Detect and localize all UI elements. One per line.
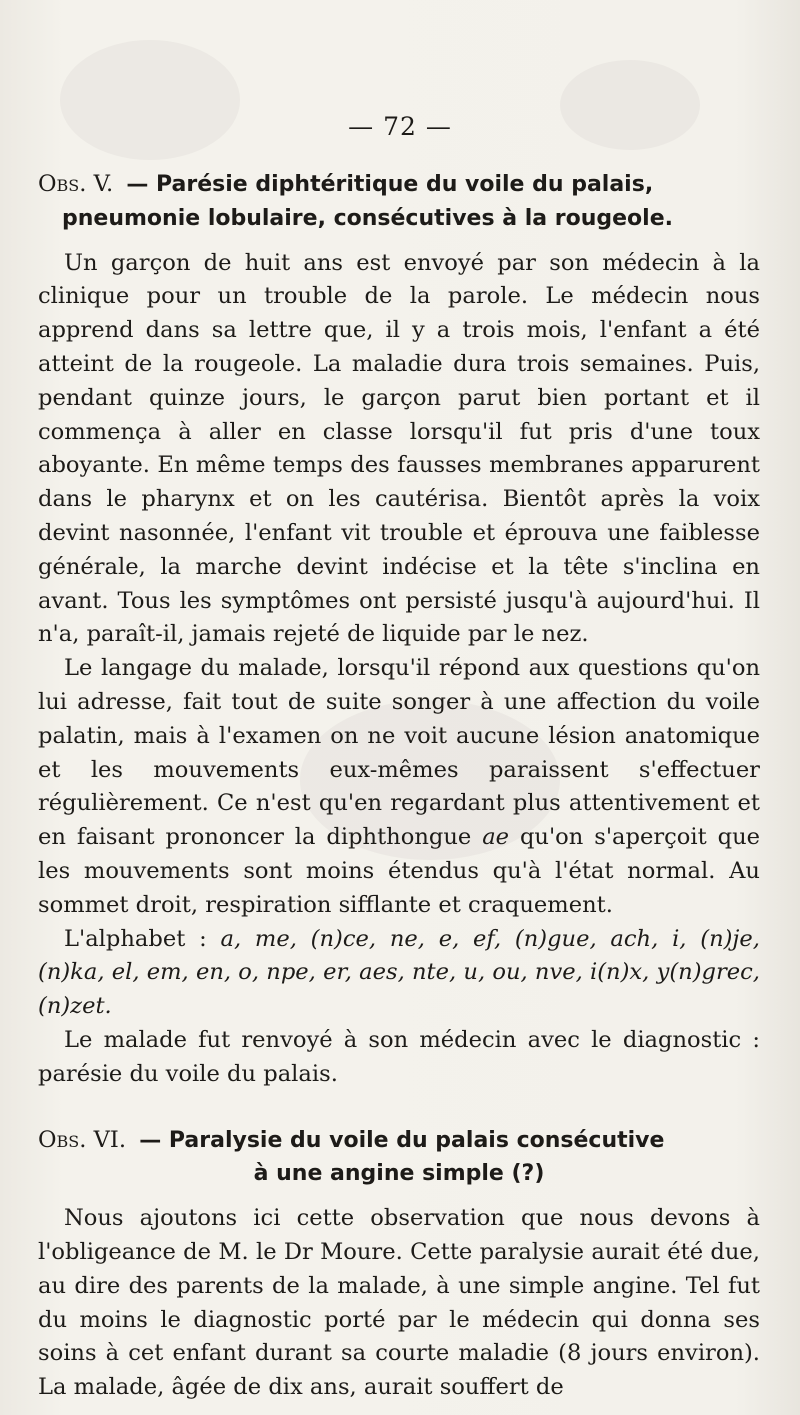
paragraph-history: Un garçon de huit ans est envoyé par son médecin à la clinique pour un trouble de la parole. Le médecin nous apprend dans sa lettre que, il y a trois mois, l'enfant a été atteint de la rougeole. La maladie dura trois semaines. Puis, pendant quinze jours, le garçon parut bien portant et il commença à aller en classe lorsqu'il fut pris d'une toux aboyante. En même temps des fausses membranes apparurent dans le pharynx et on les cautérisa. Bientôt après la voix devint nasonnée, l'enfant vit trouble et éprouva une faiblesse générale, la marche devint indécise et la tête s'inclina en avant. Tous les symptômes ont persisté jusqu'à aujourd'hui. Il n'a, paraît-il, jamais rejeté de liquide par le nez. [38,249,760,648]
paragraph-examination [38,652,760,922]
observation-label: Obs. V. [38,171,114,197]
observation-label: Obs. VI. [38,1126,127,1153]
page-number: — 72 — [348,112,452,141]
alphabet-label: L'alphabet : [64,925,221,952]
observation-title-line1: — Paralysie du voile du palais consécutive [139,1127,665,1153]
observation-5-heading [38,168,760,236]
paragraph-alphabet [38,923,760,1024]
observation-title-line1: — Parésie diphtéritique du voile du palais, [126,172,654,197]
observation-6-heading [38,1124,760,1192]
page-body [38,168,760,1405]
observation-title-line2: à une angine simple (?) [253,1161,545,1187]
paragraph-introduction: Nous ajoutons ici cette observation que nous devons à l'obligeance de M. le Dr Moure. Cette paralysie aurait été due, au dire des parents de la malade, à une simple angine. Tel fut du moins le diagnostic porté par le médecin qui donna ses soins à cet enfant durant sa courte maladie (8 jours environ). La malade, âgée de dix ans, aurait souffert de [38,1205,760,1401]
paper-stain [60,40,240,160]
observation-title-line2: pneumonie lobulaire, consécutives à la rougeole. [62,205,673,231]
paragraph-text: Le langage du malade, lorsqu'il répond aux questions qu'on lui adresse, fait tout de suite songer à une affection du voile palatin, mais à l'examen on ne voit aucune lésion anatomique et les mouvements eux-mêmes paraissent s'effectuer régulièrement. Ce n'est qu'en regardant plus attentivement et en faisant prononcer la diphthongue [38,655,760,851]
alphabet-letters: a, me, (n)ce, ne, e, ef, (n)gue, ach, i, (n)je, (n)ka, el, em, en, o, npe, er, aes, nte, u, ou, nve, i(n)x, y(n)grec, (n)zet. [38,925,760,1020]
section-gap [38,1092,760,1124]
paragraph-text: qu'on s'aperçoit que les mouvements sont moins étendus qu'à l'état normal. Au sommet droit, respiration sifflante et craquement. [38,824,760,918]
paragraph-italic: ae [482,824,510,851]
paragraph-diagnosis: Le malade fut renvoyé à son médecin avec le diagnostic : parésie du voile du palais. [38,1026,760,1087]
